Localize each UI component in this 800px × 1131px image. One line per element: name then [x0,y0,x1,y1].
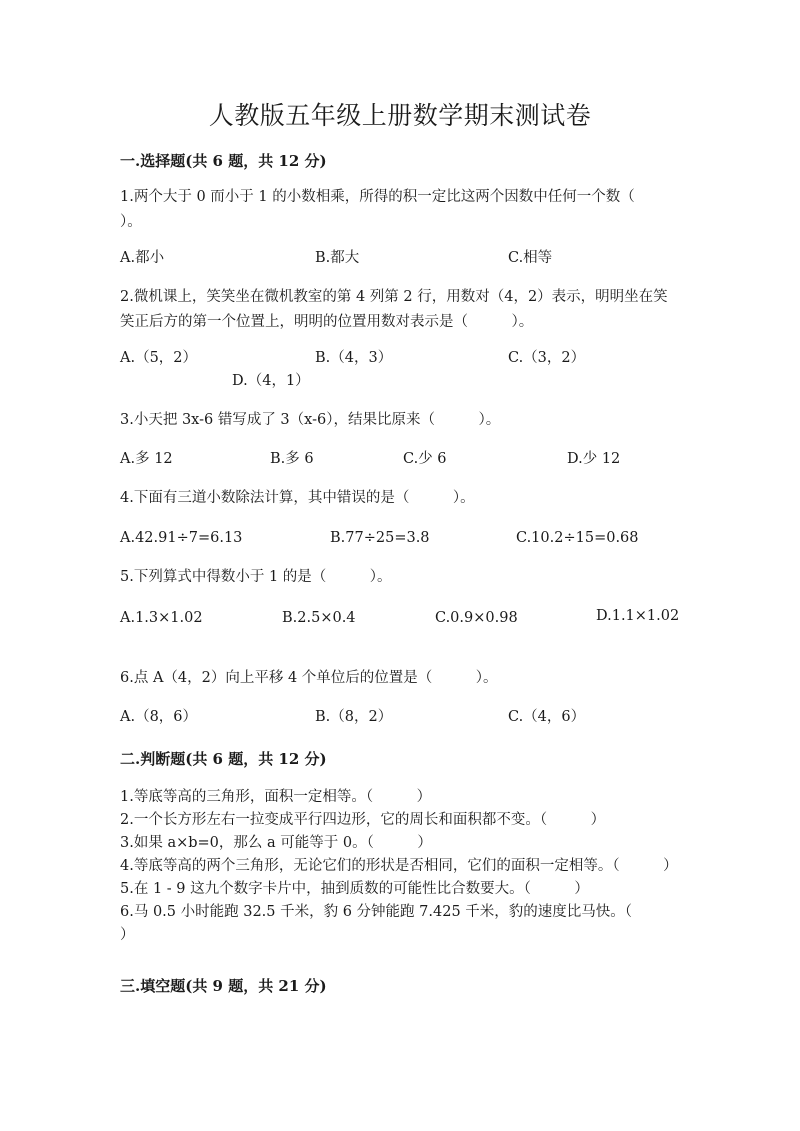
list-item: 6.马 0.5 小时能跑 32.5 千米，豹 6 分钟能跑 7.425 千米，豹的速度比马快。（ ） [120,904,676,943]
option-c: C.少 6 [403,451,447,467]
option-d: D.1.1×1.02 [596,608,680,624]
list-item: 5.在 1 - 9 这九个数字卡片中，抽到质数的可能性比合数要大。（ ） [120,881,589,897]
section-heading-choice: 一.选择题(共 6 题，共 12 分) [120,152,327,170]
option-row [120,247,700,273]
option-a: A.都小 [120,250,165,266]
option-a: A.1.3×1.02 [120,610,203,626]
list-item: 1.等底等高的三角形，面积一定相等。（ ） [120,789,432,805]
option-d: D.（4，1） [232,373,310,389]
list-item: 2.一个长方形左右一拉变成平行四边形，它的周长和面积都不变。（ ） [120,812,606,828]
question-stem: 5.下列算式中得数小于 1 的是（ ）。 [120,569,392,585]
option-c: C.10.2÷15=0.68 [516,530,639,546]
option-a: A.（8，6） [120,709,198,725]
question-stem: 2.微机课上，笑笑坐在微机教室的第 4 列第 2 行，用数对（4，2）表示，明明坐在笑笑正后方的第一个位置上，明明的位置用数对表示是（ ）。 [120,289,668,330]
judge-list [120,786,680,947]
option-b: B.（8，2） [315,709,393,725]
option-row [120,370,700,396]
option-b: B.（4，3） [315,350,393,366]
section-heading-fill: 三.填空题(共 9 题，共 21 分) [120,977,327,995]
option-row [120,607,700,651]
option-a: A.42.91÷7=6.13 [120,530,243,546]
option-b: B.多 6 [270,451,314,467]
option-c: C.0.9×0.98 [435,610,518,626]
question-stem: 4.下面有三道小数除法计算，其中错误的是（ ）。 [120,490,475,506]
section-heading-judge: 二.判断题(共 6 题，共 12 分) [120,750,327,768]
question-stem: 1.两个大于 0 而小于 1 的小数相乘，所得的积一定比这两个因数中任何一个数（ ）。 [120,189,679,230]
page-title: 人教版五年级上册数学期末测试卷 [208,101,592,130]
question-stem: 3.小天把 3x-6 错写成了 3（x-6），结果比原来（ ）。 [120,412,501,428]
option-a: A.（5，2） [120,350,198,366]
option-row [120,527,700,553]
option-b: B.2.5×0.4 [282,610,356,626]
option-d: D.少 12 [567,451,621,467]
option-a: A.多 12 [120,451,173,467]
list-item: 3.如果 a×b=0，那么 a 可能等于 0。（ ） [120,835,432,851]
question-stem: 6.点 A（4，2）向上平移 4 个单位后的位置是（ ）。 [120,670,498,686]
option-c: C.（3，2） [508,350,586,366]
option-b: B.77÷25=3.8 [330,530,430,546]
option-c: C.（4，6） [508,709,586,725]
option-b: B.都大 [315,250,360,266]
option-row [120,706,700,732]
option-row [120,448,700,474]
option-c: C.相等 [508,250,553,266]
list-item: 4.等底等高的两个三角形，无论它们的形状是否相同，它们的面积一定相等。（ ） [120,858,678,874]
